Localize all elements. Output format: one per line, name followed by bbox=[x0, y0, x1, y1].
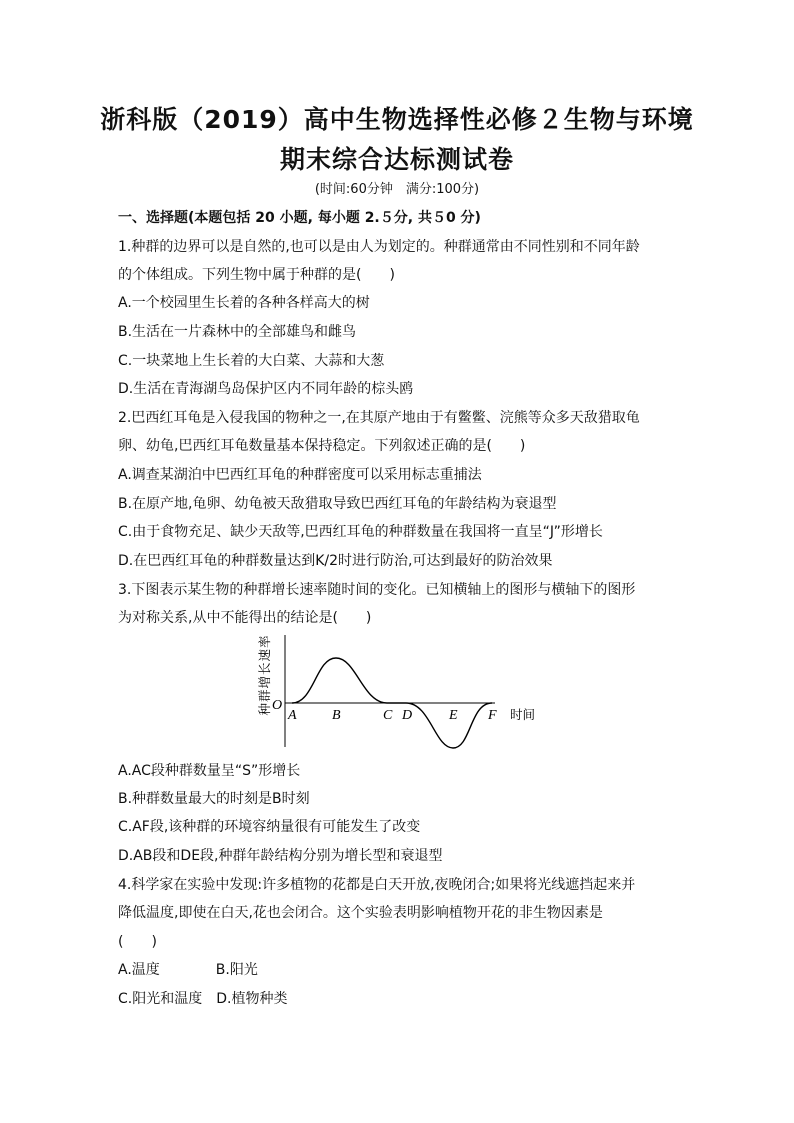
q3-option-b: B.种群数量最大的时刻是B时刻 bbox=[118, 791, 310, 807]
q4-options-row-2: C.阳光和温度 D.植物种类 bbox=[118, 991, 288, 1007]
x-point-label-d: D bbox=[402, 708, 413, 723]
x-point-label-c: C bbox=[383, 708, 393, 723]
exam-meta: (时间:60分钟 满分:100分) bbox=[314, 182, 480, 197]
q4-options-row-1: A.温度 B.阳光 bbox=[118, 962, 258, 978]
section-heading: 一、选择题(本题包括 20 小题, 每小题 2.５分, 共５0 分) bbox=[118, 210, 481, 226]
q3-option-c: C.AF段,该种群的环境容纳量很有可能发生了改变 bbox=[118, 819, 421, 835]
q4-stem-line: 4.科学家在实验中发现:许多植物的花都是白天开放,夜晚闭合;如果将光线遮挡起来并 bbox=[118, 877, 636, 893]
q3-option-d: D.AB段和DE段,种群年龄结构分别为增长型和衰退型 bbox=[118, 848, 443, 864]
q4-stem-line: 降低温度,即使在白天,花也会闭合。这个实验表明影响植物开花的非生物因素是 bbox=[118, 905, 603, 921]
q2-option-c: C.由于食物充足、缺少天敌等,巴西红耳龟的种群数量在我国将一直呈“J”形增长 bbox=[118, 524, 603, 540]
q1-option-c: C.一块菜地上生长着的大白菜、大蒜和大葱 bbox=[118, 353, 385, 369]
q1-option-b: B.生活在一片森林中的全部雄鸟和雌鸟 bbox=[118, 324, 357, 340]
origin-label: O bbox=[272, 698, 283, 713]
q2-stem-line: 卵、幼龟,巴西红耳龟数量基本保持稳定。下列叙述正确的是( ) bbox=[118, 438, 526, 454]
x-point-labels bbox=[287, 708, 497, 723]
growth-rate-chart bbox=[250, 630, 550, 755]
x-point-label-b: B bbox=[332, 708, 341, 723]
y-axis-label: 种群增长速率 bbox=[258, 634, 272, 716]
q3-stem-line: 3.下图表示某生物的种群增长速率随时间的变化。已知横轴上的图形与横轴下的图形 bbox=[118, 582, 636, 598]
q2-option-b: B.在原产地,龟卵、幼龟被天敌猎取导致巴西红耳龟的年龄结构为衰退型 bbox=[118, 496, 557, 512]
q3-stem-line: 为对称关系,从中不能得出的结论是( ) bbox=[118, 610, 372, 626]
q3-option-a: A.AC段种群数量呈“S”形增长 bbox=[118, 763, 301, 779]
x-point-label-f: F bbox=[488, 708, 497, 723]
q1-stem-line: 的个体组成。下列生物中属于种群的是( ) bbox=[118, 267, 395, 283]
x-axis-label: 时间 bbox=[510, 708, 536, 722]
title-line-1: 浙科版（2019）高中生物选择性必修２生物与环境 bbox=[100, 105, 694, 134]
x-point-label-e: E bbox=[449, 708, 458, 723]
title-line-2: 期末综合达标测试卷 bbox=[279, 145, 514, 174]
q1-option-d: D.生活在青海湖鸟岛保护区内不同年龄的棕头鸥 bbox=[118, 381, 414, 397]
q1-option-a: A.一个校园里生长着的各种各样高大的树 bbox=[118, 295, 370, 311]
q2-stem-line: 2.巴西红耳龟是入侵我国的物种之一,在其原产地由于有鳖鳖、浣熊等众多天敌猎取龟 bbox=[118, 410, 640, 426]
x-point-label-a: A bbox=[288, 708, 297, 723]
q2-option-d: D.在巴西红耳龟的种群数量达到K/2时进行防治,可达到最好的防治效果 bbox=[118, 553, 553, 569]
q4-stem-line: ( ) bbox=[118, 934, 157, 950]
q1-stem-line: 1.种群的边界可以是自然的,也可以是由人为划定的。种群通常由不同性别和不同年龄 bbox=[118, 239, 640, 255]
q2-option-a: A.调查某湖泊中巴西红耳龟的种群密度可以采用标志重捕法 bbox=[118, 467, 482, 483]
